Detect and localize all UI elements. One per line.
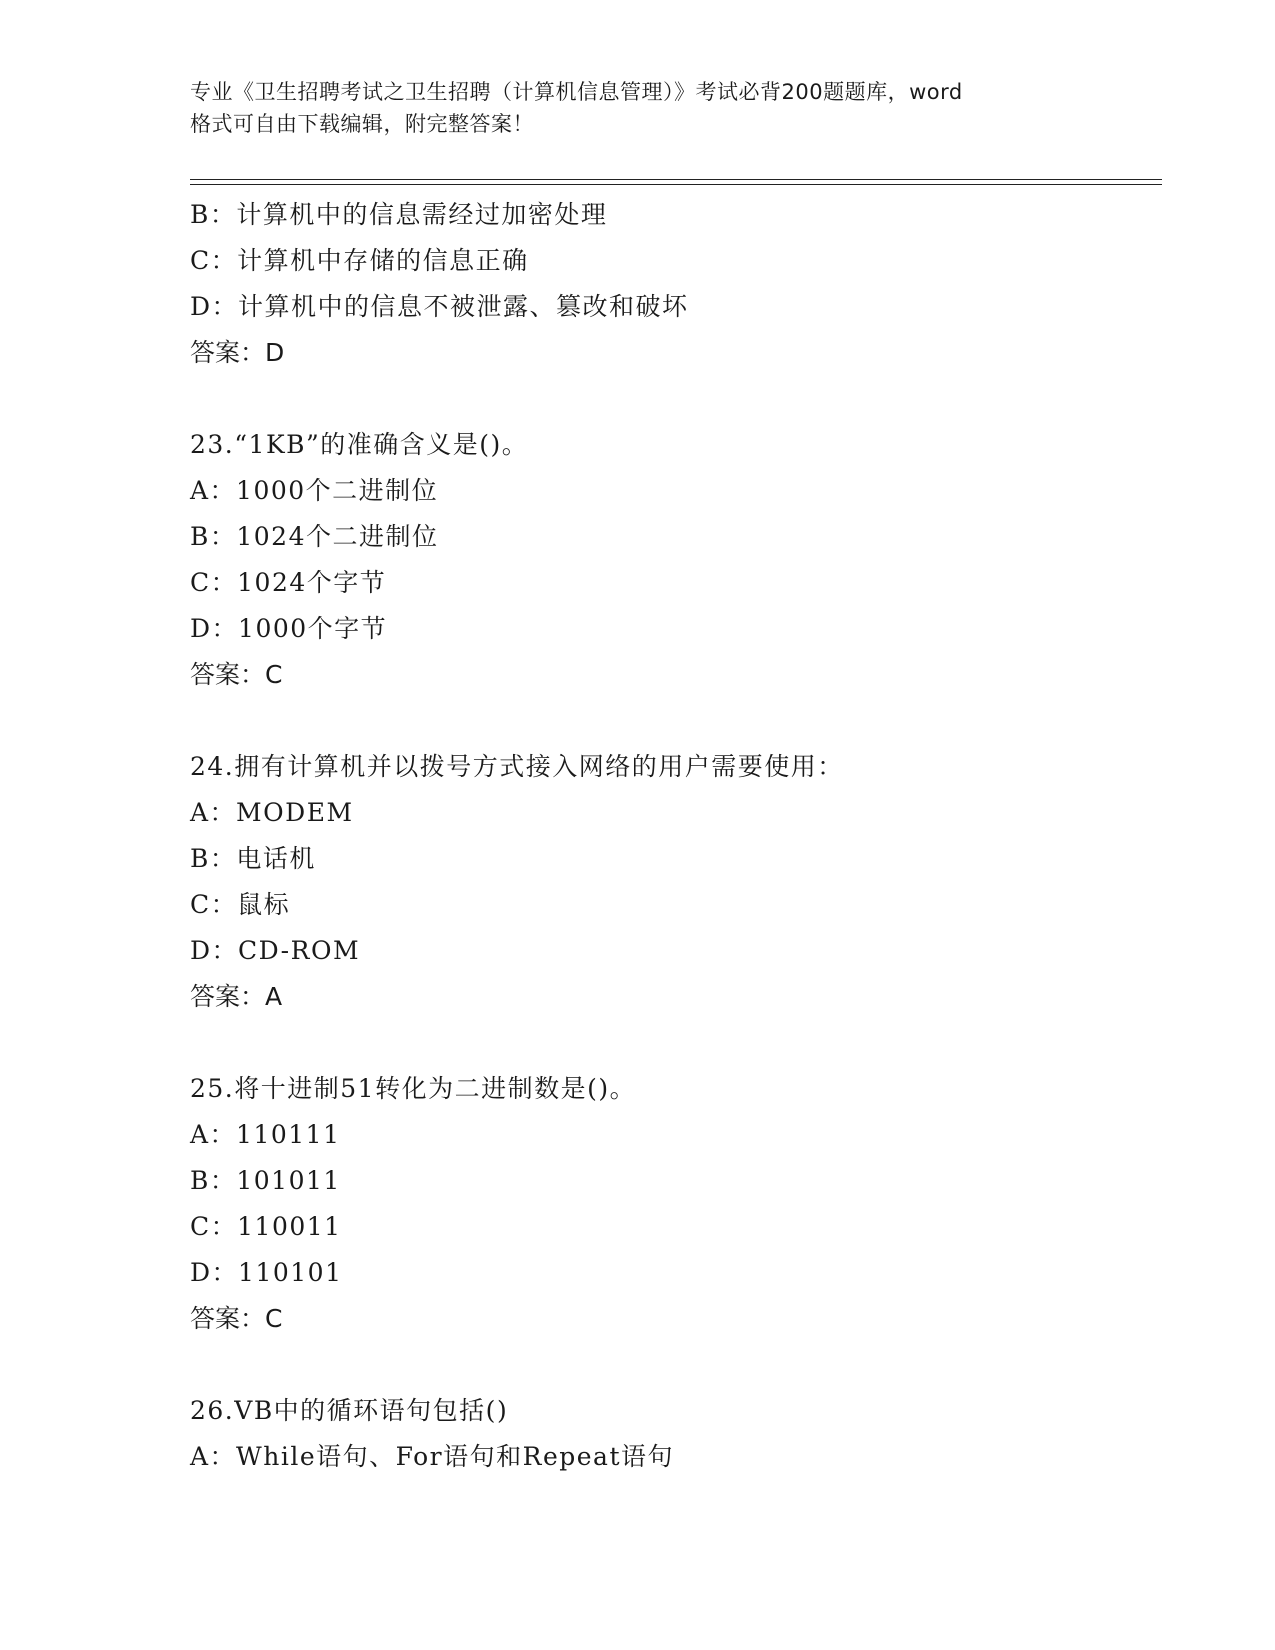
option-a: A：MODEM xyxy=(190,798,354,827)
option-a: A：1000个二进制位 xyxy=(190,476,439,505)
answer-line: 答案：C xyxy=(190,1304,283,1333)
option-d: D：计算机中的信息不被泄露、篡改和破坏 xyxy=(190,292,689,321)
header-divider-top xyxy=(190,179,1162,180)
spacer xyxy=(190,376,1150,422)
spacer xyxy=(190,1342,1150,1388)
question-stem: 24.拥有计算机并以拨号方式接入网络的用户需要使用： xyxy=(190,752,844,781)
option-b: B：101011 xyxy=(190,1166,341,1195)
question-24 xyxy=(190,744,1150,1020)
option-d: D：1000个字节 xyxy=(190,614,388,643)
option-b: B：1024个二进制位 xyxy=(190,522,439,551)
option-a: A：While语句、For语句和Repeat语句 xyxy=(190,1442,674,1471)
spacer xyxy=(190,698,1150,744)
option-c: C：110011 xyxy=(190,1212,342,1241)
header-line-2: 格式可自由下载编辑，附完整答案！ xyxy=(190,112,534,136)
option-b: B：电话机 xyxy=(190,844,316,873)
answer-line: 答案：A xyxy=(190,982,283,1011)
question-22-continued xyxy=(190,192,1150,376)
document-header xyxy=(190,76,1100,140)
option-a: A：110111 xyxy=(190,1120,341,1149)
answer-line: 答案：C xyxy=(190,660,283,689)
question-26 xyxy=(190,1388,1150,1480)
option-c: C：1024个字节 xyxy=(190,568,387,597)
question-stem: 23.“1KB”的准确含义是()。 xyxy=(190,430,529,459)
option-d: D：CD-ROM xyxy=(190,936,361,965)
option-c: C：鼠标 xyxy=(190,890,291,919)
answer-line: 答案：D xyxy=(190,338,285,367)
question-25 xyxy=(190,1066,1150,1342)
question-23 xyxy=(190,422,1150,698)
option-c: C：计算机中存储的信息正确 xyxy=(190,246,529,275)
question-stem: 25.将十进制51转化为二进制数是()。 xyxy=(190,1074,637,1103)
question-list xyxy=(190,192,1150,1480)
header-line-1: 专业《卫生招聘考试之卫生招聘（计算机信息管理）》考试必背200题题库，word xyxy=(190,80,963,104)
question-stem: 26.VB中的循环语句包括() xyxy=(190,1396,509,1425)
spacer xyxy=(190,1020,1150,1066)
header-divider-bottom xyxy=(190,184,1162,185)
option-b: B：计算机中的信息需经过加密处理 xyxy=(190,200,608,229)
option-d: D：110101 xyxy=(190,1258,343,1287)
